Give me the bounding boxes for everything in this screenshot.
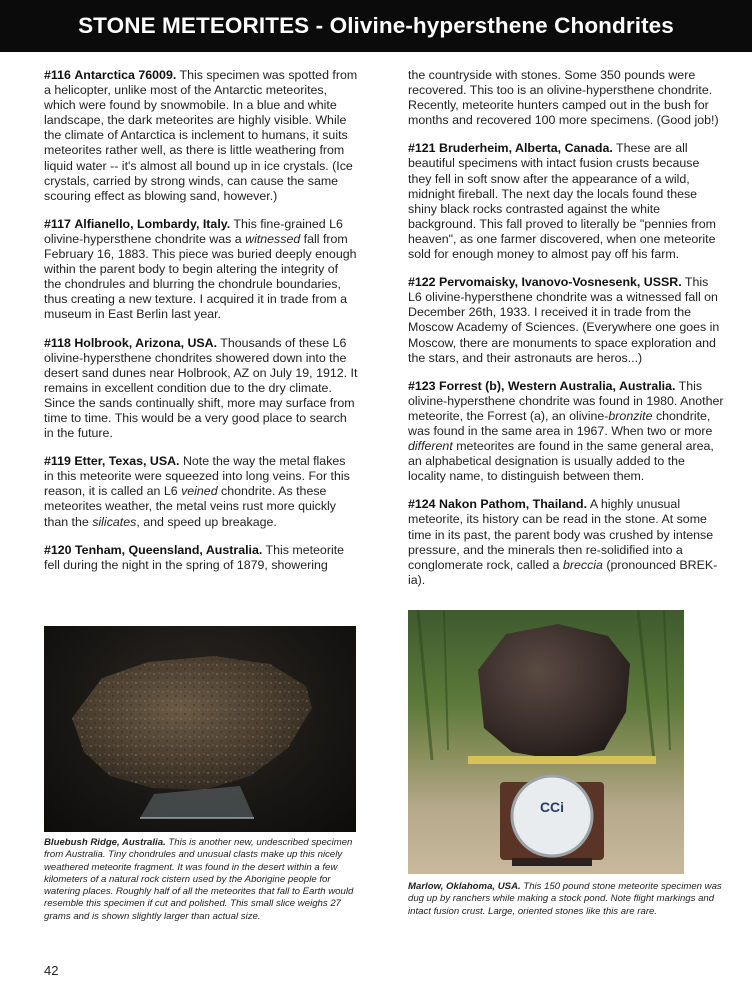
entry-location: Antarctica 76009. — [74, 68, 177, 82]
caption-title: Bluebush Ridge, Australia. — [44, 837, 166, 848]
entry-text: This fine-grained L6 olivine-hypersthene chondrite was a — [44, 216, 343, 246]
entry-text: These are all beautiful specimens with intact fusion crusts because they fell in soft snow after the appearance of a wild, midnight fireball. The next day the locals found these shiny black rocks contrasted against the white background. This fall proved to literally be "pennies from heaven", as one farmer discovered, when one meteorite sold for enough money to almost pay off his farm. — [408, 141, 716, 262]
caption-text: This is another new, undescribed specimen from Australia. Tiny chondrules and unusual clasts make up this nicely weathered meteorite fragment. It was found in the desert within a few kilometers of a natural rock cistern used by the Aborigine people for watering places. Roughly half of all the meteorites that fall to Earth would resemble this specimen if cut and polished. This small slice weighs 27 grams and is shown slightly larger than actual size. — [44, 837, 354, 922]
entry-text: the countryside with stones. Some 350 pounds were recovered. This too is an olivine-hypersthene chondrite. Recently, meteorite hunters camped out in the bush for months and recovered 100 more specimens. (Good job!) — [408, 68, 719, 128]
page-header — [0, 0, 752, 52]
bluebush-ridge-photo — [44, 626, 356, 832]
entry-number: #119 — [44, 454, 71, 469]
entry-text-italic: veined — [181, 484, 218, 499]
scale-brand-label: CCi — [539, 799, 565, 815]
meteorite-on-scale-illustration — [408, 610, 684, 874]
marlow-oklahoma-caption — [408, 881, 724, 918]
entry-number: #124 — [408, 497, 436, 512]
entry-text-italic: different — [408, 439, 453, 454]
meteorite-entry — [44, 336, 358, 442]
marlow-oklahoma-photo — [408, 610, 684, 874]
entry-number: #121 — [408, 141, 436, 156]
entry-text: chondrite. As these meteorites weather, the metal veins rust more quickly than the — [44, 484, 336, 529]
meteorite-entry — [408, 379, 724, 485]
entry-location: Etter, Texas, USA. — [74, 454, 180, 469]
entry-text-italic: witnessed — [245, 231, 301, 246]
entry-location: Nakon Pathom, Thailand. — [439, 497, 588, 512]
entry-text: A highly unusual meteorite, its history can be read in the stone. At some time in its past, the parent body was crushed by intense pressure, and the minerals then re-solidified into a conglomerate rock, called a — [408, 497, 714, 572]
entry-number: #122 — [408, 275, 436, 290]
entry-number: #120 — [44, 542, 72, 557]
entry-text: (pronounced BREK- ia). — [408, 557, 718, 587]
caption-text: This 150 pound stone meteorite specimen was dug up by ranchers while making a stock pond. Note flight markings and intact fusion crust. Large, oriented stones like this are rare. — [408, 881, 722, 917]
entry-text-italic: bronzite — [608, 408, 653, 423]
meteorite-entry — [44, 543, 358, 573]
entry-location: Alfianello, Lombardy, Italy. — [74, 216, 231, 231]
right-text-column — [408, 68, 724, 601]
meteorite-slice-illustration — [44, 626, 356, 832]
entry-text: meteorites are found in the same general area, an alphabetical designation is usually added to the locality name, to distinguish between them. — [408, 439, 714, 484]
meteorite-entry — [44, 454, 358, 529]
page-number: 42 — [44, 963, 59, 978]
entry-number: #117 — [44, 216, 71, 231]
entry-location: Holbrook, Arizona, USA. — [74, 335, 218, 350]
entry-location: Forrest (b), Western Australia, Australia. — [439, 378, 676, 393]
meteorite-entry — [408, 275, 724, 366]
meteorite-entry — [408, 68, 724, 128]
entry-text-italic: breccia — [562, 557, 603, 572]
bluebush-ridge-caption — [44, 837, 358, 923]
entry-number: #116 — [44, 68, 71, 82]
entry-location: Tenham, Queensland, Australia. — [75, 542, 263, 557]
left-text-column — [44, 68, 358, 586]
entry-location: Bruderheim, Alberta, Canada. — [439, 141, 613, 156]
entry-text: fall from February 16, 1883. This piece was buried deeply enough within the parent body to begin altering the integrity of the chondrules and blurring the chondrule boundaries, thus creating a new texture. I acquired it in trade from a museum in East Berlin last year. — [44, 231, 357, 322]
entry-text: Thousands of these L6 olivine-hypersthene chondrites showered down into the desert sand dunes near Holbrook, AZ on July 19, 1912. It remains in excellent condition due to the dry climate. Since the sands continually shift, more may surface from time to time. This would be a very good place to search in the future. — [44, 335, 358, 441]
entry-number: #118 — [44, 335, 71, 350]
meteorite-entry — [44, 68, 358, 204]
meteorite-entry — [44, 217, 358, 323]
entry-location: Pervomaisky, Ivanovo-Vosnesenk, USSR. — [439, 275, 682, 290]
page-title: STONE METEORITES - Olivine-hypersthene Chondrites — [78, 13, 674, 38]
entry-text-italic: silicates — [92, 514, 137, 529]
entry-text: This olivine-hypersthene chondrite was found in 1980. Another meteorite, the Forrest (a), an olivine- — [408, 378, 724, 423]
entry-text: This meteorite fell during the night in the spring of 1879, showering — [44, 542, 345, 572]
meteorite-entry — [408, 141, 724, 262]
entry-text: This specimen was spotted from a helicopter, unlike most of the Antarctic meteorites, which were found by snowmobile. In a blue and white landscape, the dark meteorites are highly visible. While the climate of Antarctica is inclement to humans, it suits meteorites rather well, as there is little weathering from liquid water -- it's almost all bound up in ice crystals. (Ice crystals, carried by strong winds, can cause the same scouring effect as blowing sand, however.) — [44, 68, 358, 203]
entry-text: This L6 olivine-hypersthene chondrite was a witnessed fall on December 26th, 1933. I received it in trade from the Moscow Academy of Sciences. (Everywhere one goes in Moscow, there are monuments to space exploration and the stars, and their astronauts are heros...) — [408, 275, 720, 365]
entry-text: , and speed up breakage. — [136, 514, 277, 529]
caption-title: Marlow, Oklahoma, USA. — [408, 881, 521, 892]
entry-text: Note the way the metal flakes in this meteorite were squeezed into long veins. For this reason, it is called an L6 — [44, 454, 350, 499]
entry-number: #123 — [408, 378, 436, 393]
entry-text: chondrite, was found in the same area in 1967. When two or more — [408, 408, 713, 438]
meteorite-entry — [408, 497, 724, 588]
